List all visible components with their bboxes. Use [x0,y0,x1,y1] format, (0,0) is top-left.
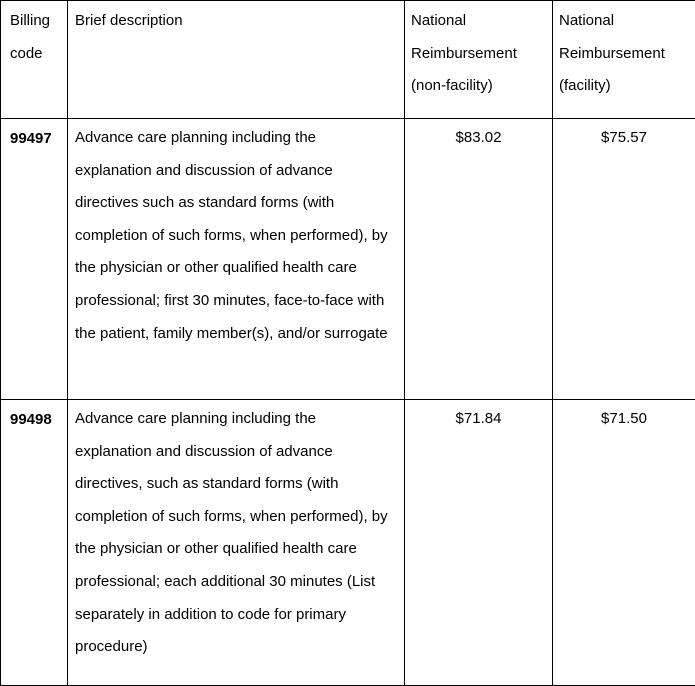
non-facility-amount-cell: $83.02 [405,119,553,400]
billing-code-cell: 99497 [1,119,68,400]
table-header-row [1,1,695,119]
header-billing-code: Billing code [1,1,68,119]
table-row [1,119,695,400]
facility-amount-cell: $71.50 [553,400,695,686]
header-reimbursement-facility: National Reimbursement (facility) [553,1,695,119]
description-cell: Advance care planning including the explanation and discussion of advance directives, such as standard forms (with completion of such forms, when performed), by the physician or other qualified health care professional; each additional 30 minutes (List separately in addition to code for primary procedure) [68,400,405,686]
header-reimbursement-non-facility: National Reimbursement (non-facility) [405,1,553,119]
non-facility-amount-cell: $71.84 [405,400,553,686]
billing-code-cell: 99498 [1,400,68,686]
description-cell: Advance care planning including the explanation and discussion of advance directives such as standard forms (with completion of such forms, when performed), by the physician or other qualified health care professional; first 30 minutes, face-to-face with the patient, family member(s), and/or surrogate [68,119,405,400]
table-row [1,400,695,686]
header-brief-description: Brief description [68,1,405,119]
facility-amount-cell: $75.57 [553,119,695,400]
